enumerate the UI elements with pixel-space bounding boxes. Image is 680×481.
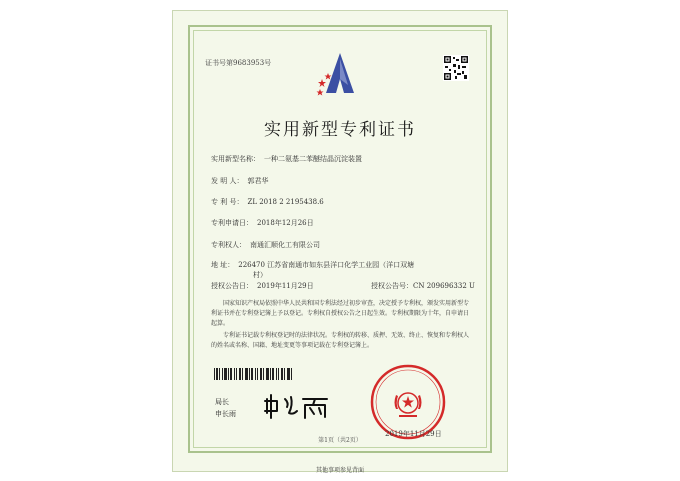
patent-certificate: [172, 10, 508, 472]
body-paragraph: 专利证书记载专利权登记时的法律状况。专利权的转移、质押、无效、终止、恢复和专利权人的姓名或名称、国籍、地址变更等事项记载在专利登记簿上。: [211, 332, 470, 349]
page-info: 第1页（共2页）: [318, 437, 362, 444]
field-utility-model-name: 实用新型名称： 一种二氨基二苯醚结晶沉淀装置: [211, 155, 362, 163]
seal-date: 2019年11月29日: [385, 430, 442, 438]
field-address: 地 址： 226470 江苏省南通市如东县洋口化学工业园（洋口双塘: [211, 261, 415, 269]
qr-code-icon: [443, 55, 469, 81]
announcement-number: 授权公告号：CN 209696332 U: [371, 282, 475, 290]
body-paragraph: 国家知识产权局依照中华人民共和国专利法经过初步审查，决定授予专利权，颁发实用新型专利证书并在专利登记簿上予以登记。专利权自授权公告之日起生效。专利权期限为十年，自申请日起算。: [211, 300, 470, 327]
certificate-number: 证书号第9683953号: [205, 59, 272, 67]
director-name: 申长雨: [215, 410, 236, 418]
address-continuation: 村）: [253, 271, 267, 279]
cnipa-logo-icon: [314, 49, 366, 101]
director-title: 局长: [215, 398, 229, 406]
certificate-title: 实用新型专利证书: [264, 120, 416, 140]
field-grant-date: 授权公告日： 2019年11月29日: [211, 282, 314, 290]
certificate-body: [211, 299, 473, 353]
field-patent-number: 专 利 号： ZL 2018 2 2195438.6: [211, 198, 324, 206]
field-application-date: 专利申请日： 2018年12月26日: [211, 219, 314, 227]
barcode-icon: [214, 368, 294, 380]
field-inventor: 发 明 人： 郭君华: [211, 177, 269, 185]
signature-icon: [263, 391, 333, 421]
footer-note: 其他事项参见背面: [315, 467, 364, 474]
field-patentee: 专利权人： 南通汇顺化工有限公司: [211, 241, 320, 249]
